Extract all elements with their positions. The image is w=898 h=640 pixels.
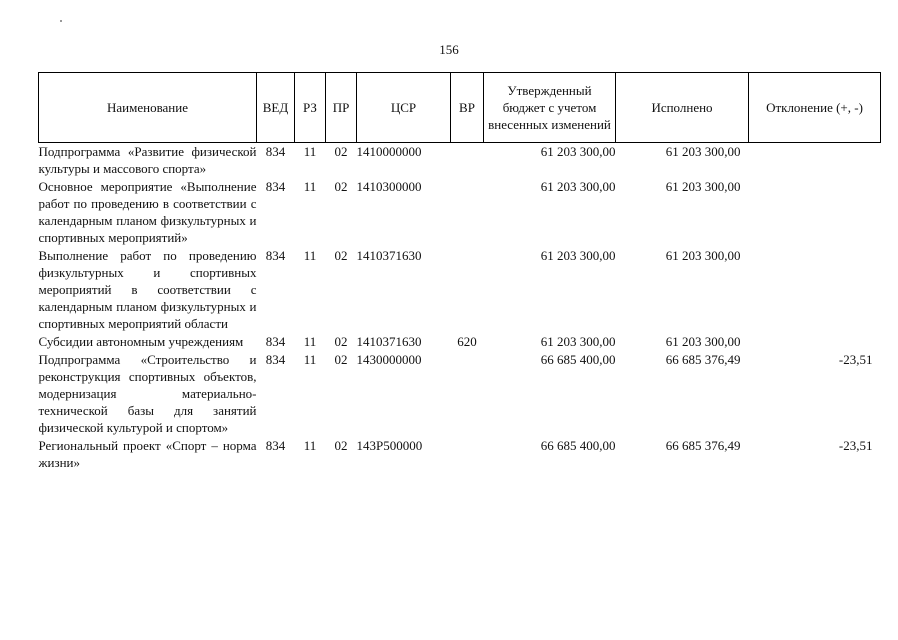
row-name: Субсидии автономным учреждениям <box>38 334 244 349</box>
row-rz: 11 <box>303 179 317 194</box>
row-name: Подпрограмма «Строительство и реконструкция спортивных объектов, модернизация материально-технической базы для занятий физической культурой и спортом» <box>38 352 257 435</box>
row-executed: 61 203 300,00 <box>665 179 741 194</box>
row-pr: 02 <box>334 334 348 349</box>
row-name: Подпрограмма «Развитие физической культуры и массового спорта» <box>38 144 257 176</box>
budget-execution-table <box>38 72 881 472</box>
row-deviation <box>749 143 881 179</box>
row-vr <box>451 351 484 437</box>
row-ved: 834 <box>265 438 286 453</box>
row-ved: 834 <box>265 352 286 367</box>
header-ved: ВЕД <box>257 73 295 143</box>
row-rz: 11 <box>303 144 317 159</box>
row-pr: 02 <box>334 438 348 453</box>
row-approved: 61 203 300,00 <box>540 144 616 159</box>
row-executed: 61 203 300,00 <box>665 248 741 263</box>
page-number: 156 <box>439 42 459 57</box>
header-approved: Утвержденный бюджет с учетом внесенных изменений <box>484 73 616 143</box>
row-ved: 834 <box>265 144 286 159</box>
row-rz: 11 <box>303 438 317 453</box>
row-csr: 143Р500000 <box>356 438 423 453</box>
row-deviation: -23,51 <box>838 438 873 453</box>
table-row <box>39 351 881 437</box>
row-approved: 61 203 300,00 <box>540 334 616 349</box>
row-deviation: -23,51 <box>838 352 873 367</box>
row-ved: 834 <box>265 334 286 349</box>
table-header-row <box>39 73 881 143</box>
row-executed: 61 203 300,00 <box>665 144 741 159</box>
row-vr <box>451 178 484 247</box>
table-row <box>39 437 881 472</box>
row-vr <box>451 143 484 179</box>
table-row <box>39 333 881 351</box>
row-pr: 02 <box>334 144 348 159</box>
row-approved: 61 203 300,00 <box>540 248 616 263</box>
row-name: Основное мероприятие «Выполнение работ по проведению в соответствии с календарным планом физкультурных и спортивных мероприятий» <box>38 179 257 245</box>
row-deviation <box>749 333 881 351</box>
row-executed: 66 685 376,49 <box>665 352 741 367</box>
row-pr: 02 <box>334 248 348 263</box>
header-name: Наименование <box>39 73 257 143</box>
row-rz: 11 <box>303 334 317 349</box>
row-ved: 834 <box>265 179 286 194</box>
row-csr: 1410000000 <box>356 144 422 159</box>
row-rz: 11 <box>303 248 317 263</box>
row-vr <box>451 247 484 333</box>
row-approved: 66 685 400,00 <box>540 352 616 367</box>
table-row <box>39 247 881 333</box>
row-csr: 1410371630 <box>356 248 422 263</box>
row-vr: 620 <box>457 334 477 349</box>
row-name: Региональный проект «Спорт – норма жизни» <box>38 438 257 470</box>
row-executed: 61 203 300,00 <box>665 334 741 349</box>
header-rz: РЗ <box>295 73 326 143</box>
row-approved: 66 685 400,00 <box>540 438 616 453</box>
row-csr: 1410371630 <box>356 334 422 349</box>
row-name: Выполнение работ по проведению физкультурных и спортивных мероприятий в соответствии с календарным планом физкультурных и спортивных мероприятий области <box>38 248 257 331</box>
row-ved: 834 <box>265 248 286 263</box>
table-row <box>39 178 881 247</box>
header-pr: ПР <box>326 73 357 143</box>
header-executed: Исполнено <box>616 73 749 143</box>
row-approved: 61 203 300,00 <box>540 179 616 194</box>
header-vr: ВР <box>451 73 484 143</box>
row-deviation <box>749 178 881 247</box>
row-rz: 11 <box>303 352 317 367</box>
row-pr: 02 <box>334 179 348 194</box>
row-executed: 66 685 376,49 <box>665 438 741 453</box>
row-csr: 1430000000 <box>356 352 422 367</box>
table-row <box>39 143 881 179</box>
header-deviation: Отклонение (+, -) <box>749 73 881 143</box>
row-vr <box>451 437 484 472</box>
row-deviation <box>749 247 881 333</box>
row-pr: 02 <box>334 352 348 367</box>
header-csr: ЦСР <box>357 73 451 143</box>
scan-speck <box>60 20 62 22</box>
row-csr: 1410300000 <box>356 179 422 194</box>
